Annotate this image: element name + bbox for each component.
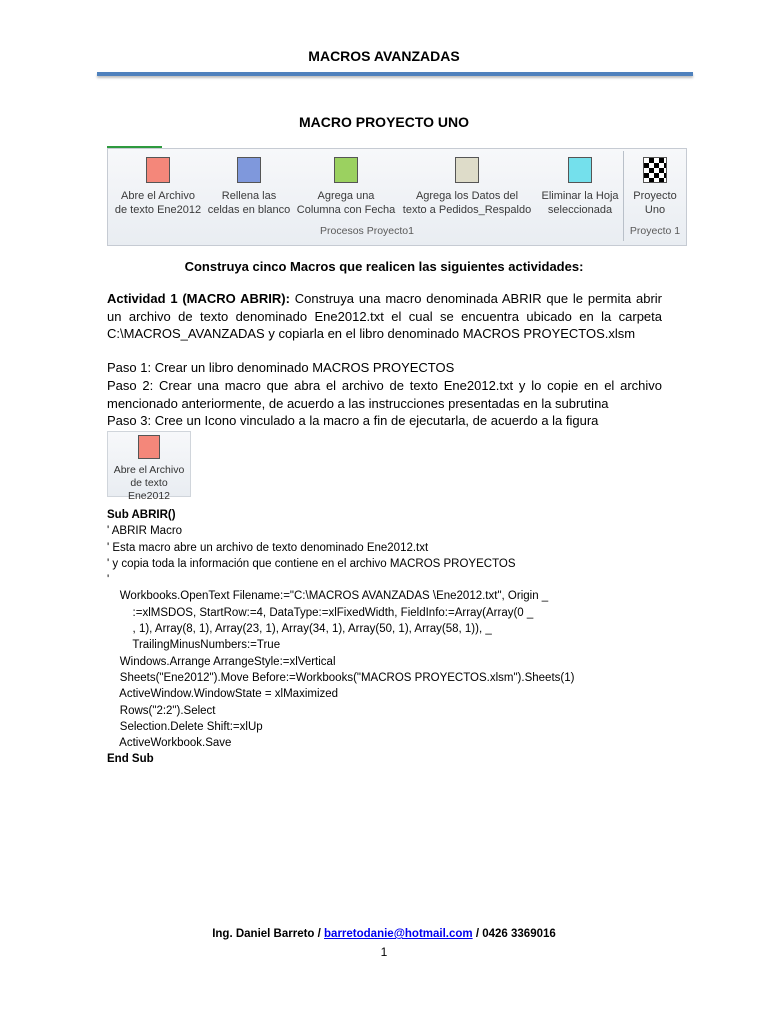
ribbon-button-rellena-celdas[interactable] [204,157,294,217]
code-line: ActiveWindow.WindowState = xlMaximized [107,688,339,701]
footer [0,928,768,940]
code-line: ' y copia toda la información que contiene en el archivo MACROS PROYECTOS [107,557,516,570]
ribbon-button-agrega-columna[interactable] [294,157,398,217]
code-line: Selection.Delete Shift:=xlUp [107,720,263,733]
code-sub-end: End Sub [107,753,154,766]
page-number: 1 [380,945,388,959]
code-block [107,507,574,768]
code-line: Windows.Arrange ArrangeStyle:=xlVertical [107,655,336,668]
button-label-line1: Agrega los Datos del [415,190,519,202]
code-line: , 1), Array(8, 1), Array(23, 1), Array(34, 1), Array(50, 1), Array(58, 1)), _ [107,623,492,636]
footer-phone: / 0426 3369016 [472,928,556,940]
ribbon-button-agrega-datos[interactable] [398,157,536,217]
button-label-line1: Abre el Archivo [121,190,195,202]
button-label-line1: Eliminar la Hoja [541,190,619,202]
code-line: ' [107,574,110,587]
ribbon-figure [107,148,687,246]
code-sub-start: Sub ABRIR() [107,509,176,521]
button-label-line1: Proyecto [633,190,677,202]
ribbon-group-label-procesos: Procesos Proyecto1 [320,225,414,237]
button-label-line2: seleccionada [547,204,613,216]
button-label-line2: Uno [644,204,666,216]
code-line: :=xlMSDOS, StartRow:=4, DataType:=xlFixedWidth, FieldInfo:=Array(Array(0 _ [107,606,534,619]
checkerboard-icon [643,157,667,183]
blue-square-icon [237,157,261,183]
red-square-icon [138,435,160,459]
mini-button-label-line1: Abre el Archivo [113,464,185,476]
ribbon-button-eliminar-hoja[interactable] [536,157,624,217]
document-title: MACRO PROYECTO UNO [298,114,470,130]
ribbon-button-proyecto-uno[interactable] [626,157,684,217]
footer-name: Ing. Daniel Barreto / [212,928,325,940]
footer-email-link[interactable]: barretodanie@hotmail.com [324,928,473,940]
code-line: ActiveWorkbook.Save [107,737,232,750]
code-line: Workbooks.OpenText Filename:="C:\MACROS AVANZADAS \Ene2012.txt", Origin _ [107,590,549,603]
activity-text: Construya una macro denominada ABRIR que le permita abrir un archivo de texto denominado Ene2012.txt el cual se encuentra ubicado en la carpeta C:\MACROS_AVANZADAS y copiarla en el libro denominado MACROS PROYECTOS.xlsm [107,291,663,341]
intro-text: Construya cinco Macros que realicen las siguientes actividades: [184,259,584,274]
mini-button-label-line2: de texto Ene2012 [127,477,171,502]
macro-icon-figure [107,431,191,502]
step-1: Paso 1: Crear un libro denominado MACROS PROYECTOS [107,360,455,375]
red-square-icon [146,157,170,183]
ribbon-button-abre-archivo[interactable] [112,157,204,217]
button-label-line2: de texto Ene2012 [114,204,202,216]
button-label-line1: Agrega una [317,190,375,202]
ribbon-group-label-proyecto: Proyecto 1 [629,225,681,237]
step-3: Paso 3: Cree un Icono vinculado a la macro a fin de ejecutarla, de acuerdo a la figura [107,413,599,428]
code-line: ' Esta macro abre un archivo de texto denominado Ene2012.txt [107,541,429,554]
beige-square-icon [455,157,479,183]
code-line: Sheets("Ene2012").Move Before:=Workbooks("MACROS PROYECTOS.xlsm").Sheets(1) [107,671,575,684]
code-line: Rows("2:2").Select [107,704,216,717]
step-2: Paso 2: Crear una macro que abra el archivo de texto Ene2012.txt y lo copie en el archivo mencionado anteriormente, de acuerdo a las instrucciones presentadas en la subrutina [107,378,662,411]
button-label-line1: Rellena las [221,190,277,202]
header-title: MACROS AVANZADAS [308,48,460,64]
activity-paragraph [107,290,662,343]
cyan-square-icon [568,157,592,183]
ribbon-group-separator [623,151,624,241]
button-label-line2: Columna con Fecha [296,204,396,216]
code-line: TrailingMinusNumbers:=True [107,639,281,652]
green-square-icon [334,157,358,183]
activity-label: Actividad 1 (MACRO ABRIR): [107,291,290,306]
button-label-line2: texto a Pedidos_Respaldo [402,204,532,216]
code-line: ' ABRIR Macro [107,525,183,538]
button-label-line2: celdas en blanco [207,204,291,216]
header-rule [97,72,693,76]
